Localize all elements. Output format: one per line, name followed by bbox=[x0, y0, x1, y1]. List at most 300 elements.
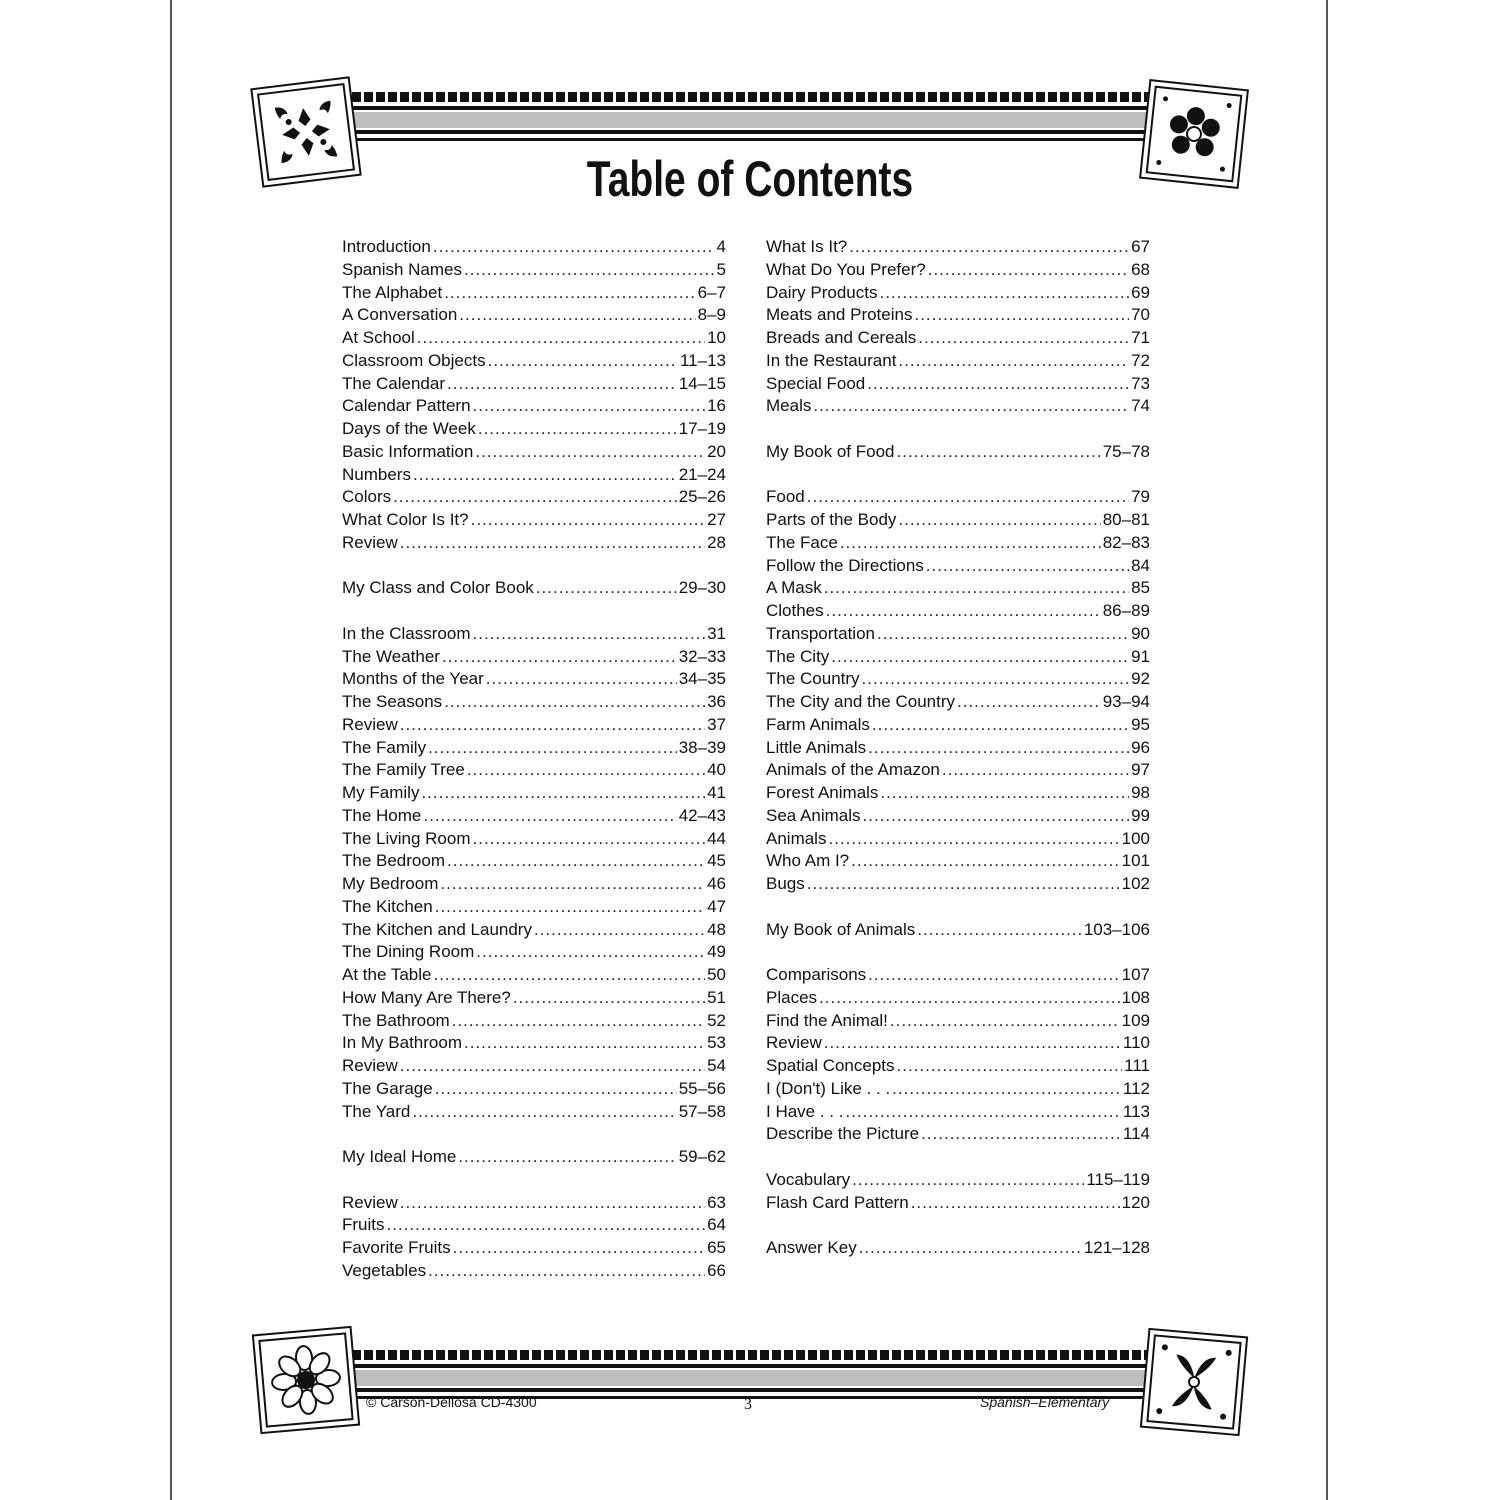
toc-entry-page: 92 bbox=[1131, 669, 1150, 689]
dot-leader bbox=[435, 896, 705, 919]
toc-entry bbox=[766, 782, 1150, 805]
toc-entry bbox=[766, 873, 1150, 896]
dot-leader bbox=[473, 395, 706, 418]
toc-entry bbox=[766, 737, 1150, 760]
section-gap bbox=[766, 464, 1150, 487]
toc-entry-page: 99 bbox=[1131, 805, 1150, 825]
toc-entry-label: Breads and Cereals bbox=[766, 328, 917, 347]
dot-leader bbox=[428, 737, 677, 760]
dot-leader bbox=[880, 782, 1129, 805]
toc-entry bbox=[766, 350, 1150, 373]
toc-entry bbox=[766, 486, 1150, 509]
toc-entry bbox=[766, 555, 1150, 578]
toc-entry-page: 120 bbox=[1121, 1192, 1150, 1212]
toc-entry-label: Forest Animals bbox=[766, 783, 879, 802]
toc-entry bbox=[342, 236, 726, 259]
toc-entry bbox=[766, 850, 1150, 873]
toc-entry-page: 98 bbox=[1131, 783, 1150, 802]
section-gap bbox=[766, 941, 1150, 964]
toc-entry-page: 5 bbox=[716, 259, 726, 279]
toc-entry-label: I Have . . . bbox=[766, 1101, 844, 1121]
toc-entry-page: 38–39 bbox=[678, 737, 726, 757]
toc-entry-label: Favorite Fruits bbox=[342, 1238, 451, 1257]
toc-entry bbox=[342, 759, 726, 782]
dot-leader bbox=[828, 828, 1119, 851]
toc-entry-page: 115–119 bbox=[1086, 1169, 1150, 1189]
toc-entry-page: 67 bbox=[1131, 237, 1150, 256]
toc-entry-page: 107 bbox=[1121, 965, 1150, 984]
dot-leader bbox=[890, 1010, 1120, 1033]
toc-entry bbox=[766, 577, 1150, 600]
dot-leader bbox=[911, 1192, 1120, 1215]
toc-entry-page: 73 bbox=[1131, 373, 1150, 393]
toc-entry-page: 91 bbox=[1131, 646, 1150, 666]
dot-leader bbox=[928, 259, 1129, 282]
toc-entry bbox=[342, 441, 726, 464]
toc-entry bbox=[342, 668, 726, 691]
dot-leader bbox=[412, 1101, 676, 1124]
dot-leader bbox=[851, 850, 1119, 873]
toc-entry-label: Dairy Products bbox=[766, 282, 878, 302]
toc-entry bbox=[342, 828, 726, 851]
dot-leader bbox=[417, 327, 705, 350]
dot-leader bbox=[824, 1032, 1121, 1055]
dot-leader bbox=[478, 418, 677, 441]
toc-entry bbox=[342, 646, 726, 669]
dot-leader bbox=[898, 509, 1100, 532]
dot-leader bbox=[452, 1010, 705, 1033]
toc-entry-label: The Calendar bbox=[342, 373, 446, 393]
dot-leader bbox=[897, 1055, 1123, 1078]
dot-leader bbox=[467, 759, 705, 782]
toc-entry bbox=[766, 395, 1150, 418]
toc-entry-page: 44 bbox=[707, 828, 726, 848]
section-gap bbox=[766, 418, 1150, 441]
toc-entry-page: 90 bbox=[1131, 623, 1150, 643]
toc-entry-label: In the Classroom bbox=[342, 623, 471, 643]
dot-leader bbox=[435, 1078, 677, 1101]
dot-leader bbox=[447, 373, 677, 396]
section-gap bbox=[766, 1146, 1150, 1169]
toc-entry-label: The Bedroom bbox=[342, 851, 445, 871]
toc-entry-page: 84 bbox=[1131, 555, 1150, 575]
toc-entry-label: Meats and Proteins bbox=[766, 305, 913, 325]
dot-leader bbox=[486, 668, 677, 691]
toc-entry-label: I (Don't) Like . . . bbox=[766, 1078, 891, 1098]
dot-leader bbox=[433, 236, 715, 259]
toc-entry-label: The Garage bbox=[342, 1078, 433, 1098]
toc-entry-page: 113 bbox=[1122, 1101, 1150, 1121]
dot-leader bbox=[831, 646, 1129, 669]
toc-entry-label: Flash Card Pattern bbox=[766, 1192, 909, 1212]
dot-leader bbox=[942, 759, 1129, 782]
toc-entry-label: In My Bathroom bbox=[342, 1033, 462, 1053]
toc-entry bbox=[766, 1123, 1150, 1146]
toc-entry bbox=[342, 304, 726, 327]
toc-right-column bbox=[766, 236, 1150, 1260]
toc-entry-label: Farm Animals bbox=[766, 714, 870, 734]
toc-entry bbox=[342, 1260, 726, 1283]
toc-entry-page: 41 bbox=[707, 783, 726, 802]
toc-entry bbox=[342, 964, 726, 987]
toc-entry bbox=[766, 1078, 1150, 1101]
toc-entry-page: 97 bbox=[1131, 760, 1150, 780]
toc-entry-page: 75–78 bbox=[1102, 441, 1150, 461]
toc-entry-page: 59–62 bbox=[678, 1147, 726, 1166]
toc-entry bbox=[766, 691, 1150, 714]
toc-entry-label: Describe the Picture bbox=[766, 1124, 920, 1144]
dot-leader bbox=[444, 282, 695, 305]
toc-entry bbox=[766, 759, 1150, 782]
toc-entry-page: 93–94 bbox=[1102, 692, 1150, 711]
dot-leader bbox=[400, 532, 705, 555]
toc-entry-label: Places bbox=[766, 987, 818, 1007]
toc-entry-label: Find the Animal! bbox=[766, 1010, 888, 1030]
toc-entry-label: What Color Is It? bbox=[342, 510, 469, 529]
toc-entry-page: 52 bbox=[707, 1010, 726, 1030]
toc-entry-page: 121–128 bbox=[1083, 1238, 1150, 1257]
toc-entry bbox=[342, 350, 726, 373]
toc-entry-page: 108 bbox=[1121, 987, 1150, 1007]
dot-leader bbox=[433, 964, 705, 987]
toc-entry-page: 112 bbox=[1122, 1078, 1150, 1098]
page-title: Table of Contents bbox=[586, 151, 914, 207]
toc-entry-page: 51 bbox=[707, 987, 726, 1007]
toc-entry bbox=[766, 509, 1150, 532]
toc-entry bbox=[766, 441, 1150, 464]
toc-entry-page: 49 bbox=[707, 942, 726, 962]
toc-entry bbox=[766, 828, 1150, 851]
toc-entry-label: Vegetables bbox=[342, 1260, 427, 1280]
toc-entry-label: The City bbox=[766, 646, 830, 666]
toc-entry bbox=[766, 964, 1150, 987]
toc-entry bbox=[342, 327, 726, 350]
toc-entry bbox=[342, 987, 726, 1010]
dot-leader bbox=[824, 577, 1129, 600]
toc-entry-label: Vocabulary bbox=[766, 1169, 851, 1189]
toc-entry-page: 45 bbox=[707, 851, 726, 871]
toc-entry-page: 40 bbox=[707, 760, 726, 780]
toc-entry bbox=[342, 714, 726, 737]
toc-entry-page: 31 bbox=[707, 623, 726, 643]
toc-entry-label: What Do You Prefer? bbox=[766, 259, 926, 279]
dot-leader bbox=[852, 1169, 1084, 1192]
dot-leader bbox=[464, 1032, 705, 1055]
section-gap bbox=[766, 1214, 1150, 1237]
toc-entry-page: 11–13 bbox=[679, 350, 726, 370]
dot-leader bbox=[918, 327, 1129, 350]
toc-entry-page: 82–83 bbox=[1102, 532, 1150, 552]
toc-entry-label: The Kitchen and Laundry bbox=[342, 919, 532, 939]
toc-entry-page: 47 bbox=[707, 896, 726, 916]
toc-entry bbox=[766, 327, 1150, 350]
toc-entry-page: 103–106 bbox=[1083, 919, 1150, 939]
dot-leader bbox=[807, 873, 1120, 896]
dot-leader bbox=[400, 714, 705, 737]
dot-leader bbox=[898, 350, 1129, 373]
toc-entry-label: The Face bbox=[766, 532, 838, 552]
dot-leader bbox=[440, 873, 705, 896]
toc-entry bbox=[766, 1055, 1150, 1078]
toc-entry-label: Transportation bbox=[766, 623, 875, 643]
toc-entry bbox=[342, 577, 726, 600]
toc-entry bbox=[766, 623, 1150, 646]
dot-leader bbox=[473, 623, 706, 646]
dot-leader bbox=[917, 919, 1082, 942]
toc-entry-page: 17–19 bbox=[678, 419, 726, 438]
dot-leader bbox=[892, 1078, 1121, 1101]
dot-leader bbox=[447, 850, 705, 873]
toc-entry-label: Who Am I? bbox=[766, 851, 850, 871]
toc-entry bbox=[766, 259, 1150, 282]
dot-leader bbox=[488, 350, 678, 373]
toc-entry-label: Little Animals bbox=[766, 737, 867, 757]
toc-entry bbox=[766, 304, 1150, 327]
toc-entry-label: Follow the Directions bbox=[766, 555, 924, 575]
toc-entry-page: 14–15 bbox=[678, 373, 726, 393]
toc-entry-page: 109 bbox=[1121, 1010, 1150, 1030]
dot-leader bbox=[536, 577, 677, 600]
toc-entry bbox=[766, 1010, 1150, 1033]
toc-entry-page: 50 bbox=[707, 965, 726, 984]
toc-entry-page: 101 bbox=[1121, 851, 1150, 871]
toc-entry bbox=[342, 850, 726, 873]
toc-entry-label: My Family bbox=[342, 783, 420, 802]
toc-entry-label: Classroom Objects bbox=[342, 350, 486, 370]
toc-entry bbox=[342, 691, 726, 714]
toc-entry-label: Colors bbox=[342, 487, 392, 507]
toc-entry-page: 53 bbox=[707, 1033, 726, 1053]
toc-entry bbox=[342, 1010, 726, 1033]
dot-leader bbox=[476, 941, 705, 964]
toc-entry-label: The Living Room bbox=[342, 828, 471, 848]
toc-entry bbox=[766, 236, 1150, 259]
toc-entry-label: Months of the Year bbox=[342, 669, 484, 689]
toc-entry bbox=[342, 805, 726, 828]
toc-entry-label: Spanish Names bbox=[342, 259, 463, 279]
toc-entry-label: The Alphabet bbox=[342, 282, 443, 302]
toc-entry-page: 29–30 bbox=[678, 578, 726, 598]
toc-entry-label: The Kitchen bbox=[342, 896, 433, 916]
section-gap bbox=[766, 896, 1150, 919]
footer-copyright: © Carson-Dellosa CD-4300 bbox=[366, 1394, 537, 1410]
toc-entry-page: 6–7 bbox=[697, 282, 726, 302]
toc-entry bbox=[342, 1214, 726, 1237]
toc-entry-page: 80–81 bbox=[1102, 510, 1150, 529]
toc-entry-label: The Home bbox=[342, 805, 422, 825]
toc-entry bbox=[766, 1169, 1150, 1192]
toc-entry-label: Answer Key bbox=[766, 1238, 857, 1257]
dot-leader bbox=[863, 805, 1130, 828]
dot-leader bbox=[868, 964, 1119, 987]
toc-entry-page: 21–24 bbox=[678, 464, 726, 484]
toc-entry-label: Clothes bbox=[766, 601, 824, 620]
toc-entry-label: Calendar Pattern bbox=[342, 396, 471, 416]
toc-entry-label: Review bbox=[342, 1192, 398, 1212]
section-gap bbox=[342, 555, 726, 578]
dot-leader bbox=[464, 259, 715, 282]
toc-entry-label: Basic Information bbox=[342, 441, 474, 461]
dot-leader bbox=[813, 395, 1129, 418]
toc-entry bbox=[766, 805, 1150, 828]
dot-leader bbox=[957, 691, 1101, 714]
dot-leader bbox=[868, 737, 1129, 760]
toc-entry bbox=[342, 896, 726, 919]
toc-entry bbox=[342, 1192, 726, 1215]
toc-entry-page: 54 bbox=[707, 1056, 726, 1075]
toc-entry-label: My Book of Animals bbox=[766, 919, 916, 939]
toc-entry-page: 8–9 bbox=[697, 305, 726, 325]
toc-entry bbox=[766, 919, 1150, 942]
toc-entry bbox=[766, 1237, 1150, 1260]
toc-entry-page: 96 bbox=[1131, 737, 1150, 757]
petal-icon bbox=[1146, 1334, 1241, 1429]
toc-entry-label: At the Table bbox=[342, 965, 432, 984]
dot-leader bbox=[867, 373, 1129, 396]
toc-entry-page: 85 bbox=[1131, 578, 1150, 598]
toc-entry bbox=[766, 373, 1150, 396]
dot-leader bbox=[862, 668, 1130, 691]
dot-leader bbox=[921, 1123, 1121, 1146]
footer-page-number: 3 bbox=[744, 1396, 752, 1413]
toc-entry-label: Review bbox=[342, 1056, 398, 1075]
toc-entry-label: What Is It? bbox=[766, 237, 848, 256]
dot-leader bbox=[914, 304, 1129, 327]
dot-leader bbox=[872, 714, 1129, 737]
dot-leader bbox=[387, 1214, 706, 1237]
toc-entry-page: 16 bbox=[707, 396, 726, 416]
toc-entry-label: My Class and Color Book bbox=[342, 578, 534, 598]
toc-entry-label: Review bbox=[342, 714, 398, 734]
dot-leader bbox=[513, 987, 705, 1010]
toc-entry bbox=[766, 282, 1150, 305]
toc-entry bbox=[342, 623, 726, 646]
toc-entry-page: 69 bbox=[1131, 282, 1150, 302]
toc-entry-page: 64 bbox=[707, 1215, 726, 1235]
toc-entry-label: Animals of the Amazon bbox=[766, 760, 940, 780]
toc-entry-page: 110 bbox=[1122, 1033, 1150, 1053]
toc-entry-label: The Weather bbox=[342, 646, 440, 666]
toc-entry bbox=[342, 373, 726, 396]
toc-entry bbox=[342, 1101, 726, 1124]
toc-entry-label: Meals bbox=[766, 396, 812, 416]
toc-entry bbox=[342, 464, 726, 487]
toc-entry bbox=[342, 941, 726, 964]
toc-entry-label: At School bbox=[342, 328, 415, 347]
dot-leader bbox=[826, 600, 1101, 623]
toc-entry-page: 65 bbox=[707, 1238, 726, 1257]
toc-entry-page: 100 bbox=[1121, 828, 1150, 848]
toc-entry-page: 20 bbox=[707, 441, 726, 461]
toc-entry bbox=[342, 1078, 726, 1101]
toc-entry bbox=[766, 532, 1150, 555]
toc-entry bbox=[342, 259, 726, 282]
toc-entry-label: My Ideal Home bbox=[342, 1147, 457, 1166]
dot-leader bbox=[849, 236, 1129, 259]
toc-entry-page: 25–26 bbox=[678, 487, 726, 507]
toc-entry-label: The Dining Room bbox=[342, 942, 475, 962]
dot-leader bbox=[444, 691, 705, 714]
toc-entry-page: 79 bbox=[1131, 487, 1150, 507]
toc-entry-page: 55–56 bbox=[678, 1078, 726, 1098]
toc-entry bbox=[342, 282, 726, 305]
toc-entry-label: Fruits bbox=[342, 1215, 385, 1235]
dot-leader bbox=[845, 1101, 1120, 1124]
toc-entry bbox=[766, 1032, 1150, 1055]
toc-entry bbox=[342, 782, 726, 805]
toc-entry-label: Numbers bbox=[342, 464, 411, 484]
dot-leader bbox=[473, 828, 706, 851]
toc-entry-page: 27 bbox=[707, 510, 726, 529]
toc-entry bbox=[342, 873, 726, 896]
toc-entry bbox=[766, 1192, 1150, 1215]
toc-entry-label: The Family bbox=[342, 737, 427, 757]
dot-leader bbox=[819, 987, 1120, 1010]
toc-entry bbox=[342, 1146, 726, 1169]
dot-leader bbox=[879, 282, 1129, 305]
dot-leader bbox=[534, 919, 705, 942]
dot-leader bbox=[400, 1192, 705, 1215]
dot-leader bbox=[453, 1237, 705, 1260]
toc-entry bbox=[342, 532, 726, 555]
toc-entry-page: 57–58 bbox=[678, 1101, 726, 1121]
toc-entry-label: Review bbox=[342, 532, 398, 552]
toc-entry-page: 68 bbox=[1131, 259, 1150, 279]
dot-leader bbox=[421, 782, 705, 805]
daisy-icon bbox=[258, 1332, 353, 1427]
toc-entry bbox=[766, 1101, 1150, 1124]
toc-entry bbox=[766, 646, 1150, 669]
toc-entry-page: 34–35 bbox=[678, 669, 726, 689]
toc-entry-label: The City and the Country bbox=[766, 692, 955, 711]
toc-entry-label: Sea Animals bbox=[766, 805, 861, 825]
dot-leader bbox=[393, 486, 677, 509]
toc-entry-page: 71 bbox=[1131, 328, 1150, 347]
toc-entry bbox=[342, 919, 726, 942]
toc-entry bbox=[766, 987, 1150, 1010]
toc-entry-label: Spatial Concepts bbox=[766, 1056, 895, 1075]
toc-entry-page: 66 bbox=[707, 1260, 726, 1280]
toc-entry-page: 95 bbox=[1131, 714, 1150, 734]
toc-entry bbox=[342, 418, 726, 441]
toc-entry-label: In the Restaurant bbox=[766, 350, 897, 370]
toc-entry-page: 114 bbox=[1122, 1124, 1150, 1144]
toc-entry-label: A Conversation bbox=[342, 305, 458, 325]
toc-entry-label: Days of the Week bbox=[342, 419, 476, 438]
toc-entry bbox=[342, 486, 726, 509]
toc-entry-label: Bugs bbox=[766, 874, 805, 893]
toc-entry-page: 10 bbox=[707, 328, 726, 347]
dot-leader bbox=[428, 1260, 705, 1283]
toc-entry-label: My Bedroom bbox=[342, 874, 439, 893]
toc-entry-page: 63 bbox=[707, 1192, 726, 1212]
toc-left-column bbox=[342, 236, 726, 1283]
toc-entry-label: The Seasons bbox=[342, 692, 443, 711]
toc-entry-label: The Family Tree bbox=[342, 760, 465, 780]
toc-entry-label: Food bbox=[766, 487, 805, 507]
dot-leader bbox=[897, 441, 1101, 464]
toc-entry-label: Animals bbox=[766, 828, 827, 848]
toc-entry-page: 48 bbox=[707, 919, 726, 939]
section-gap bbox=[342, 1169, 726, 1192]
dot-leader bbox=[471, 509, 705, 532]
dot-leader bbox=[413, 464, 677, 487]
toc-entry-label: Comparisons bbox=[766, 965, 867, 984]
section-gap bbox=[342, 600, 726, 623]
toc-entry-page: 74 bbox=[1131, 396, 1150, 416]
toc-entry bbox=[342, 737, 726, 760]
dot-leader bbox=[423, 805, 676, 828]
